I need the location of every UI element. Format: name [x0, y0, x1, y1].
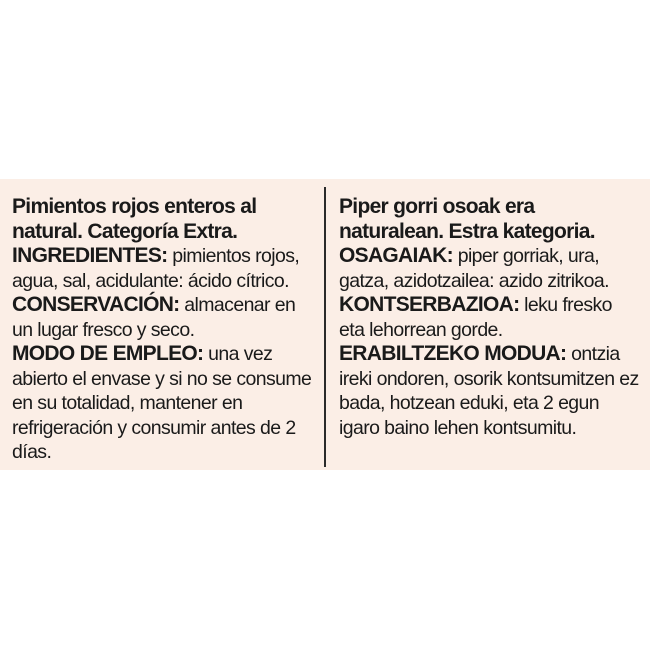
spanish-ingredients-text: pimientos rojos, agua, sal, acidulante: ácido cítrico.	[12, 245, 300, 292]
spanish-ingredients	[12, 244, 312, 293]
basque-title: Piper gorri osoak era naturalean. Estra kategoria.	[339, 195, 595, 243]
spanish-column	[12, 195, 312, 465]
product-label-panel	[0, 179, 650, 470]
basque-usage	[339, 342, 639, 440]
basque-storage-text: leku fresko eta lehorrean gorde.	[339, 294, 612, 341]
spanish-title: Pimientos rojos enteros al natural. Categoría Extra.	[12, 195, 257, 243]
spanish-usage-heading: MODO DE EMPLEO:	[12, 342, 204, 365]
spanish-usage	[12, 342, 312, 465]
basque-ingredients	[339, 244, 639, 293]
basque-column	[339, 195, 639, 440]
basque-ingredients-text: piper gorriak, ura, gatza, azidotzailea: azido zitrikoa.	[339, 245, 609, 292]
basque-usage-heading: ERABILTZEKO MODUA:	[339, 342, 567, 365]
spanish-usage-text: una vez abierto el envase y si no se consume en su totalidad, mantener en refrigeración y consumir antes de 2 días.	[12, 343, 312, 463]
spanish-storage	[12, 293, 312, 342]
column-divider	[324, 187, 326, 467]
spanish-ingredients-heading: INGREDIENTES:	[12, 244, 168, 267]
basque-storage-heading: KONTSERBAZIOA:	[339, 293, 520, 316]
spanish-storage-heading: CONSERVACIÓN:	[12, 293, 180, 316]
basque-storage	[339, 293, 639, 342]
basque-ingredients-heading: OSAGAIAK:	[339, 244, 453, 267]
spanish-storage-text: almacenar en un lugar fresco y seco.	[12, 294, 296, 341]
basque-usage-text: ontzia ireki ondoren, osorik kontsumitzen ez bada, hotzean eduki, eta 2 egun igaro baino lehen kontsumitu.	[339, 343, 639, 439]
